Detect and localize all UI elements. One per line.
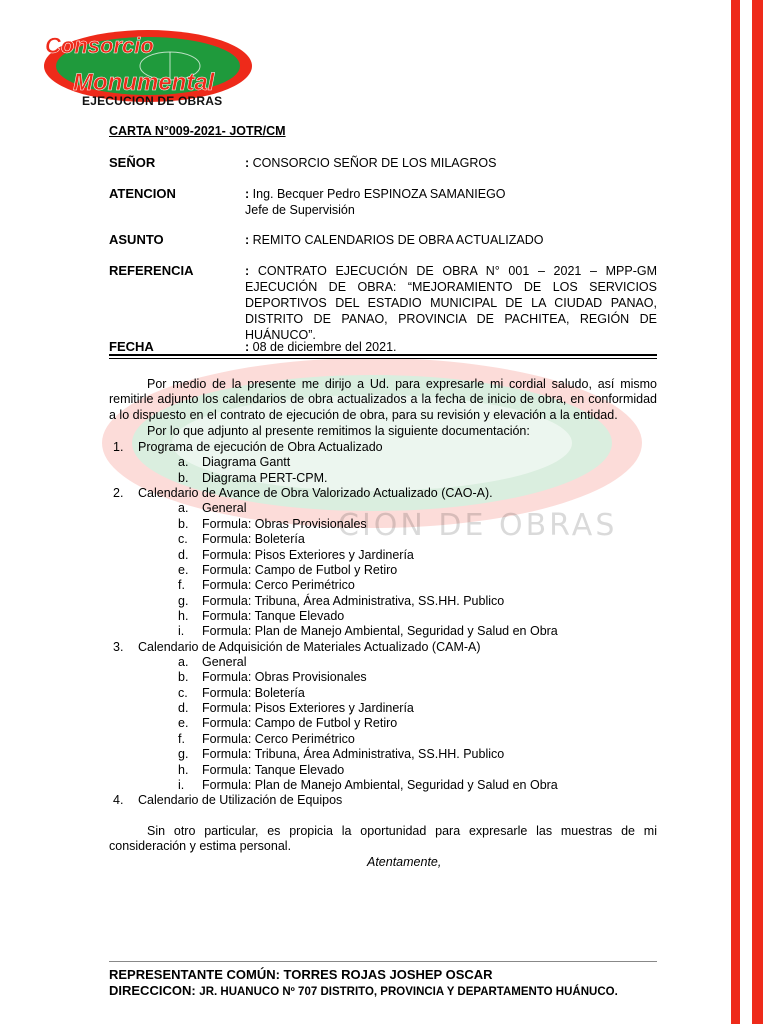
- logo-subtitle: EJECUCION DE OBRAS: [82, 94, 223, 108]
- logo-line1: Consorcio: [45, 33, 154, 58]
- red-stripe-right: [752, 0, 763, 1024]
- list-subitem-letter: h.: [178, 762, 189, 777]
- list-item-number: 1.: [113, 440, 124, 454]
- header-divider: [109, 354, 657, 356]
- list-subitem-text: General: [202, 655, 247, 670]
- list-subitem-letter: d.: [178, 547, 189, 562]
- list-subitem-text: Formula: Tribuna, Área Administrativa, SS.HH. Publico: [202, 593, 505, 608]
- footer-direccion: DIRECCICON: JR. HUANUCO Nº 707 DISTRITO, PROVINCIA Y DEPARTAMENTO HUÁNUCO.: [109, 983, 618, 998]
- list-subitem-letter: g.: [178, 747, 189, 762]
- list-item-number: 3.: [113, 639, 124, 654]
- watermark-text: CION DE OBRAS: [338, 508, 618, 543]
- list-subitem-text: Formula: Tribuna, Área Administrativa, SS.HH. Publico: [202, 747, 505, 762]
- list-subitem-letter: f.: [178, 731, 185, 746]
- list-subitem-text: Formula: Obras Provisionales: [202, 670, 367, 685]
- list-subitem-text: Diagrama Gantt: [202, 455, 291, 470]
- list-item-number: 2.: [113, 486, 124, 501]
- closing-paragraph: Sin otro particular, es propicia la oportunidad para expresarle las muestras de mi consideración y estima personal.: [109, 824, 657, 854]
- logo-line2: Monumental: [73, 69, 215, 96]
- list-item-text: Calendario de Avance de Obra Valorizado Actualizado (CAO-A).: [138, 486, 493, 501]
- list-subitem-text: Formula: Pisos Exteriores y Jardinería: [202, 547, 414, 562]
- list-subitem-letter: f.: [178, 578, 185, 593]
- list-subitem-letter: b.: [178, 670, 189, 685]
- referencia-value: : CONTRATO EJECUCIÓN DE OBRA N° 001 – 2021 – MPP-GM EJECUCIÓN DE OBRA: “MEJORAMIENTO DE LOS SERVICIOS DEPORTIVOS DEL ESTADIO MUNICIPAL DE LA CIUDAD PANAO, DISTRITO DE PANAO, PROVINCIA DE PACHITEA, REGIÓN DE HUÁNUCO”.: [245, 264, 658, 342]
- list-subitem-letter: i.: [178, 624, 185, 639]
- list-subitem-text: Formula: Pisos Exteriores y Jardinería: [202, 701, 414, 716]
- fecha-value: : 08 de diciembre del 2021.: [245, 340, 397, 354]
- list-subitem-text: Formula: Campo de Futbol y Retiro: [202, 716, 398, 731]
- list-subitem-text: Formula: Tanque Elevado: [202, 608, 345, 623]
- signoff: Atentamente,: [367, 855, 442, 869]
- list-subitem-letter: c.: [178, 685, 188, 700]
- letter-number: CARTA N°009-2021- JOTR/CM: [109, 124, 286, 138]
- footer-divider: [109, 961, 657, 962]
- list-subitem-text: Formula: Cerco Perimétrico: [202, 731, 355, 746]
- referencia-label: REFERENCIA: [109, 263, 194, 278]
- intro-paragraph: Por medio de la presente me dirijo a Ud. para expresarle mi cordial saludo, así mismo remitirle adjunto los calendarios de obra actualizados a la fecha de inicio de obra, en conformidad a lo dispuesto en el contrato de ejecución de obra, para su revisión y elevación a la entidad.: [109, 377, 657, 422]
- list-item-text: Calendario de Utilización de Equipos: [138, 793, 343, 808]
- list-subitem-letter: d.: [178, 701, 189, 716]
- list-subitem-letter: e.: [178, 716, 189, 731]
- list-subitem-text: Formula: Plan de Manejo Ambiental, Seguridad y Salud en Obra: [202, 624, 558, 639]
- header-divider-thin: [109, 358, 657, 359]
- list-subitem-letter: g.: [178, 593, 189, 608]
- list-subitem-letter: b.: [178, 470, 189, 485]
- list-subitem-letter: a.: [178, 655, 189, 670]
- red-stripe-left: [731, 0, 740, 1024]
- list-subitem-text: Diagrama PERT-CPM.: [202, 470, 328, 485]
- asunto-value: : REMITO CALENDARIOS DE OBRA ACTUALIZADO: [245, 233, 544, 247]
- list-subitem-letter: c.: [178, 532, 188, 547]
- footer-representante: REPRESENTANTE COMÚN: TORRES ROJAS JOSHEP OSCAR: [109, 967, 493, 982]
- fecha-label: FECHA: [109, 339, 154, 354]
- senor-label: SEÑOR: [109, 155, 156, 170]
- atencion-label: ATENCION: [109, 186, 176, 201]
- list-item-text: Programa de ejecución de Obra Actualizado: [138, 440, 383, 454]
- list-subitem-letter: a.: [178, 455, 189, 470]
- list-subitem-text: Formula: Tanque Elevado: [202, 762, 345, 777]
- list-subitem-text: Formula: Obras Provisionales: [202, 516, 367, 531]
- list-subitem-letter: h.: [178, 608, 189, 623]
- list-item-number: 4.: [113, 793, 124, 808]
- atencion-value: : Ing. Becquer Pedro ESPINOZA SAMANIEGO Jefe de Supervisión: [245, 187, 506, 217]
- list-subitem-text: Formula: Campo de Futbol y Retiro: [202, 562, 398, 577]
- list-subitem-letter: e.: [178, 562, 189, 577]
- list-subitem-text: General: [202, 501, 247, 516]
- list-subitem-letter: a.: [178, 501, 189, 516]
- list-subitem-text: Formula: Cerco Perimétrico: [202, 578, 355, 593]
- asunto-label: ASUNTO: [109, 232, 164, 247]
- list-subitem-text: Formula: Boletería: [202, 532, 305, 547]
- list-subitem-text: Formula: Boletería: [202, 685, 305, 700]
- list-subitem-letter: i.: [178, 777, 185, 792]
- senor-value: : CONSORCIO SEÑOR DE LOS MILAGROS: [245, 156, 497, 170]
- intro2-paragraph: Por lo que adjunto al presente remitimos la siguiente documentación:: [147, 424, 530, 438]
- list-subitem-letter: b.: [178, 516, 189, 531]
- list-subitem-text: Formula: Plan de Manejo Ambiental, Seguridad y Salud en Obra: [202, 777, 558, 792]
- list-item-text: Calendario de Adquisición de Materiales Actualizado (CAM-A): [138, 639, 481, 654]
